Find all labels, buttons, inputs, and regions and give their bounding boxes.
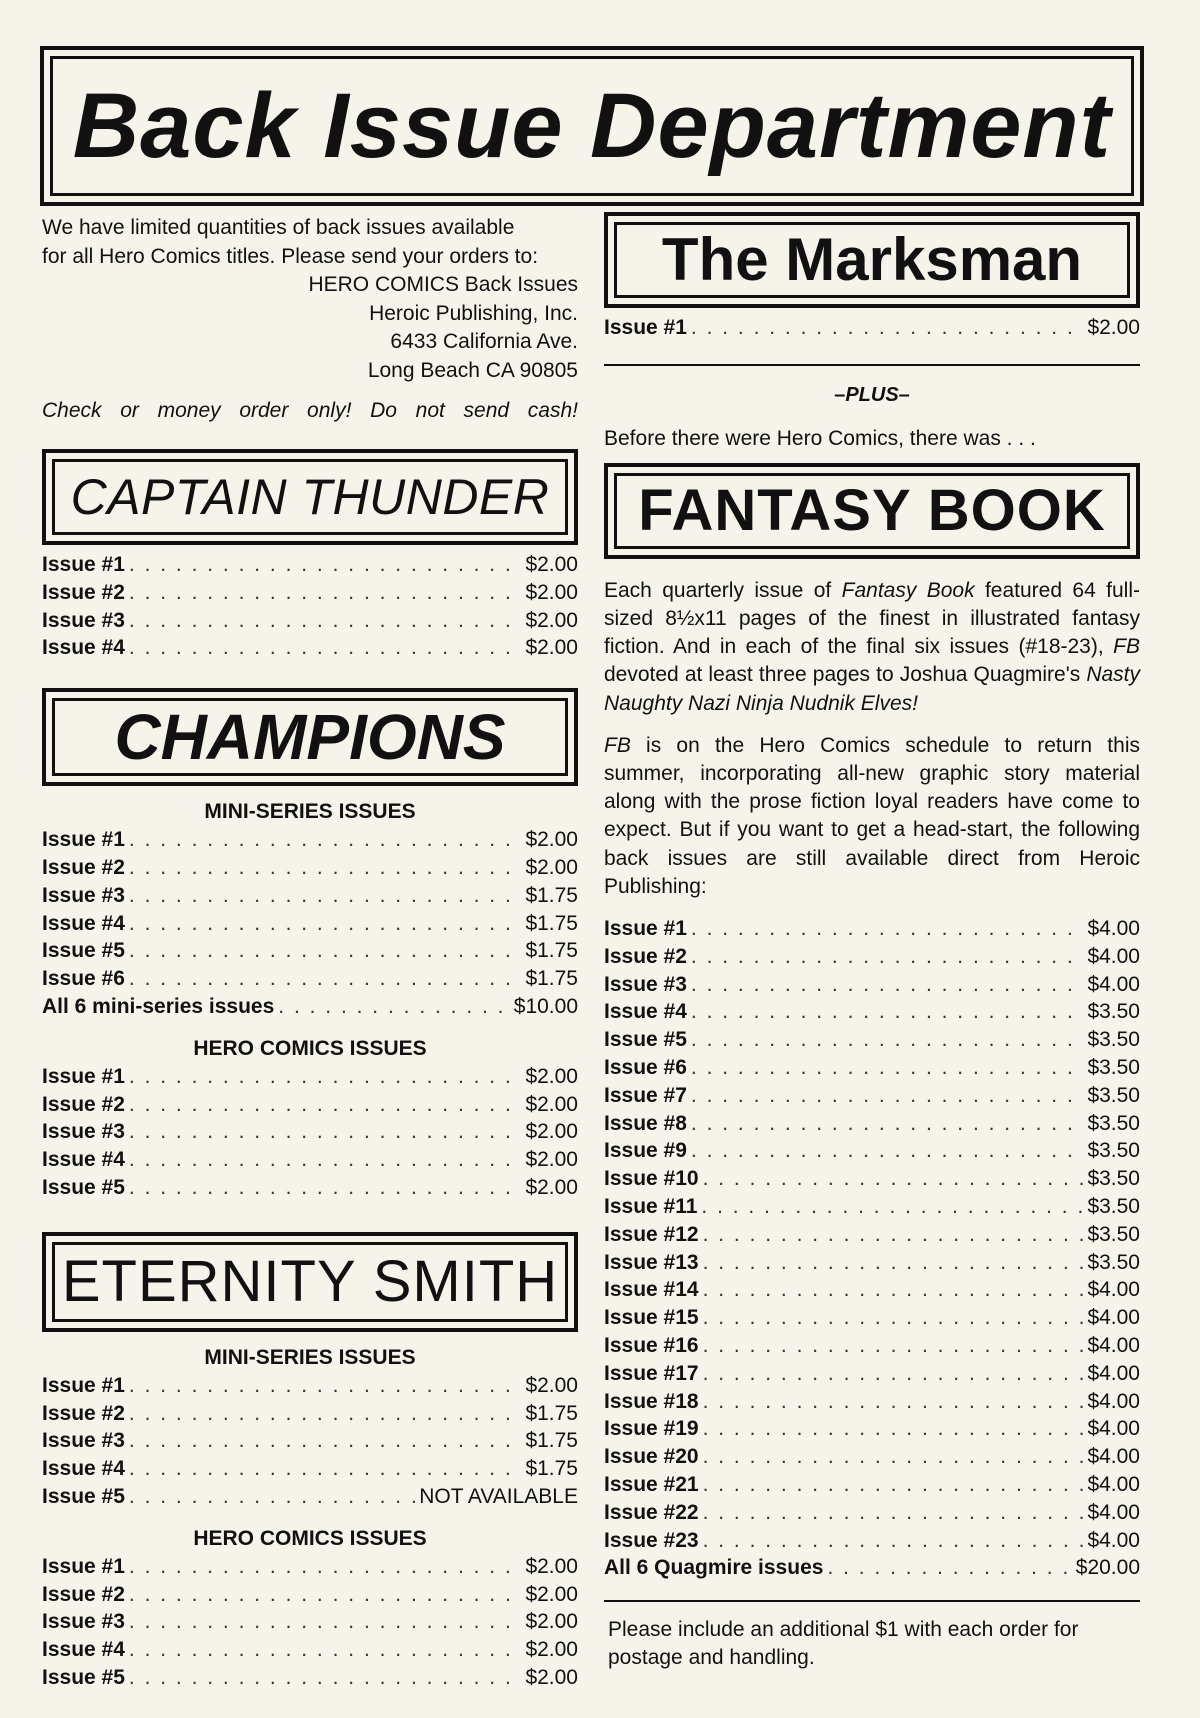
issue-row xyxy=(42,1666,578,1694)
issue-row xyxy=(42,1610,578,1638)
issue-label: Issue #17 xyxy=(604,1361,699,1385)
dot-leader xyxy=(703,1445,1084,1469)
issue-row xyxy=(604,1056,1140,1084)
dot-leader xyxy=(703,1223,1084,1247)
issue-price: $4.00 xyxy=(1087,944,1140,968)
issue-row xyxy=(42,1457,578,1485)
eternity-smith-title-box xyxy=(42,1232,578,1332)
issue-row xyxy=(42,1176,578,1204)
issue-row xyxy=(604,1473,1140,1501)
issue-label: Issue #3 xyxy=(42,883,125,907)
issue-row xyxy=(604,1139,1140,1167)
issue-price: $2.00 xyxy=(525,1582,578,1606)
issue-price: $3.50 xyxy=(1087,1195,1140,1218)
dot-leader xyxy=(129,1176,522,1200)
issue-row xyxy=(42,967,578,995)
issue-row xyxy=(42,581,578,609)
issue-price: $4.00 xyxy=(1087,1278,1140,1302)
issue-price: $1.75 xyxy=(525,1429,578,1453)
issue-price: $3.50 xyxy=(1087,1139,1140,1163)
captain-thunder-issue-list xyxy=(42,553,578,664)
marksman-title-box xyxy=(604,212,1140,308)
issue-row xyxy=(604,1278,1140,1306)
dot-leader xyxy=(703,1362,1084,1386)
issue-price: $4.00 xyxy=(1087,1472,1140,1496)
issue-row xyxy=(42,856,578,884)
issue-price: $1.75 xyxy=(525,1401,578,1425)
issue-label: Issue #2 xyxy=(604,944,687,968)
issue-label: Issue #10 xyxy=(604,1167,699,1191)
captain-thunder-title-box xyxy=(42,449,578,545)
issue-row xyxy=(42,1148,578,1176)
issue-row xyxy=(604,1362,1140,1390)
issue-label: Issue #1 xyxy=(42,1064,125,1088)
champions-hero-comics-list xyxy=(42,1065,578,1204)
dot-leader xyxy=(691,316,1084,340)
issue-label: Issue #4 xyxy=(42,1457,125,1481)
issue-row xyxy=(604,1390,1140,1418)
issue-row xyxy=(42,1555,578,1583)
issue-price: $4.00 xyxy=(1087,1417,1140,1441)
issue-label: Issue #15 xyxy=(604,1306,699,1330)
dot-leader xyxy=(129,967,522,991)
issue-label: Issue #1 xyxy=(42,553,125,576)
issue-price: $2.00 xyxy=(525,1554,578,1578)
eternity-smith-title: ETERNITY SMITH xyxy=(61,1248,559,1314)
dot-leader xyxy=(691,1000,1084,1024)
issue-price: $2.00 xyxy=(525,636,578,660)
issue-row xyxy=(42,828,578,856)
issue-label: All 6 Quagmire issues xyxy=(604,1556,824,1580)
issue-row xyxy=(42,939,578,967)
dot-leader xyxy=(129,1093,522,1117)
dot-leader xyxy=(701,1195,1083,1219)
issue-price: $3.50 xyxy=(1087,1111,1140,1135)
issue-price: $2.00 xyxy=(525,1638,578,1662)
issue-price: $2.00 xyxy=(525,1148,578,1172)
dot-leader xyxy=(691,1112,1084,1136)
issue-price: $2.00 xyxy=(525,580,578,604)
issue-row xyxy=(604,1251,1140,1279)
issue-price: $1.75 xyxy=(525,883,578,907)
dot-leader xyxy=(703,1473,1084,1497)
marksman-title: The Marksman xyxy=(661,226,1083,293)
dot-leader xyxy=(129,581,522,605)
dot-leader xyxy=(129,939,522,963)
issue-price: $3.50 xyxy=(1087,1028,1140,1052)
address-line: Heroic Publishing, Inc. xyxy=(369,301,578,325)
issue-price: $1.75 xyxy=(525,1457,578,1481)
champions-mini-series-heading: MINI-SERIES ISSUES xyxy=(204,800,416,824)
issue-row xyxy=(42,1093,578,1121)
dot-leader xyxy=(129,1429,522,1453)
issue-label: Issue #8 xyxy=(604,1111,687,1135)
issue-row xyxy=(42,1429,578,1457)
issue-label: Issue #4 xyxy=(604,1000,687,1024)
dot-leader xyxy=(129,1555,522,1579)
issue-row xyxy=(604,1223,1140,1251)
issue-label: Issue #4 xyxy=(42,636,125,660)
issue-row xyxy=(604,316,1140,344)
dot-leader xyxy=(129,1065,522,1089)
issue-row xyxy=(42,1065,578,1093)
payment-note: Check or money order only! Do not send cash! xyxy=(42,399,578,422)
issue-price: $1.75 xyxy=(525,939,578,963)
issue-row xyxy=(604,1556,1140,1584)
address-line: 6433 California Ave. xyxy=(390,330,578,353)
divider xyxy=(604,1600,1140,1602)
issue-label: Issue #18 xyxy=(604,1389,699,1413)
issue-price: $20.00 xyxy=(1075,1556,1140,1580)
divider xyxy=(604,364,1140,366)
champions-title: CHAMPIONS xyxy=(114,701,506,774)
issue-row xyxy=(604,1501,1140,1529)
issue-row xyxy=(604,917,1140,945)
issue-label: Issue #19 xyxy=(604,1417,699,1441)
dot-leader xyxy=(703,1529,1084,1553)
fantasy-book-title: FANTASY BOOK xyxy=(638,477,1106,543)
right-column xyxy=(604,212,1140,1672)
issue-price: $2.00 xyxy=(525,1092,578,1116)
page-title-box xyxy=(40,46,1144,206)
dot-leader xyxy=(129,1666,522,1690)
issue-price: $3.50 xyxy=(1087,1083,1140,1107)
issue-label: Issue #14 xyxy=(604,1278,699,1302)
page-title-frame xyxy=(50,56,1134,196)
dot-leader xyxy=(129,912,522,936)
issue-label: Issue #20 xyxy=(604,1445,699,1469)
issue-price: $4.00 xyxy=(1087,1361,1140,1385)
dot-leader xyxy=(129,1583,522,1607)
dot-leader xyxy=(691,1028,1084,1052)
issue-label: Issue #22 xyxy=(604,1500,699,1524)
dot-leader xyxy=(129,636,522,660)
issue-label: Issue #1 xyxy=(604,316,687,339)
issue-price: $1.75 xyxy=(525,911,578,935)
dot-leader xyxy=(129,553,522,577)
issue-row xyxy=(42,912,578,940)
dot-leader xyxy=(703,1278,1084,1302)
issue-label: All 6 mini-series issues xyxy=(42,994,275,1018)
issue-row xyxy=(604,1000,1140,1028)
issue-row xyxy=(42,1583,578,1611)
issue-label: Issue #1 xyxy=(42,1373,125,1397)
issue-row xyxy=(604,1529,1140,1557)
dot-leader xyxy=(129,609,522,633)
dot-leader xyxy=(129,828,522,852)
dot-leader xyxy=(703,1306,1084,1330)
fantasy-book-lead: Before there were Hero Comics, there was . . . xyxy=(604,426,1036,450)
dot-leader xyxy=(703,1417,1084,1441)
dot-leader xyxy=(129,1485,415,1509)
champions-hero-comics-heading: HERO COMICS ISSUES xyxy=(193,1036,427,1060)
issue-price: NOT AVAILABLE xyxy=(419,1484,578,1508)
issue-label: Issue #5 xyxy=(42,1665,125,1689)
issue-row xyxy=(42,1638,578,1666)
issue-price: $4.00 xyxy=(1087,972,1140,996)
marksman-issue-list xyxy=(604,316,1140,344)
issue-price: $2.00 xyxy=(525,608,578,632)
issue-label: Issue #3 xyxy=(42,1610,125,1634)
issue-row xyxy=(604,973,1140,1001)
issue-label: Issue #3 xyxy=(42,608,125,632)
issue-row xyxy=(604,1084,1140,1112)
issue-row xyxy=(604,1112,1140,1140)
issue-label: Issue #2 xyxy=(42,1401,125,1425)
issue-price: $1.75 xyxy=(525,967,578,991)
address-line: Long Beach CA 90805 xyxy=(367,358,578,382)
issue-label: Issue #3 xyxy=(42,1120,125,1144)
issue-label: Issue #1 xyxy=(604,917,687,941)
postage-note: Please include an additional $1 with each order for postage and handling. xyxy=(608,1618,1079,1670)
mailing-address xyxy=(42,271,578,385)
intro-line-2: for all Hero Comics titles. Please send your orders to: xyxy=(42,244,539,268)
issue-label: Issue #4 xyxy=(42,1638,125,1662)
issue-price: $4.00 xyxy=(1087,917,1140,941)
issue-row xyxy=(42,553,578,581)
issue-price: $4.00 xyxy=(1087,1500,1140,1524)
issue-row xyxy=(42,1374,578,1402)
dot-leader xyxy=(703,1390,1084,1414)
dot-leader xyxy=(129,1610,522,1634)
issue-row xyxy=(604,1167,1140,1195)
dot-leader xyxy=(129,1457,522,1481)
plus-label: –PLUS– xyxy=(834,383,910,406)
issue-label: Issue #12 xyxy=(604,1222,699,1246)
issue-price: $2.00 xyxy=(525,1064,578,1088)
issue-row xyxy=(42,609,578,637)
issue-price: $2.00 xyxy=(525,1373,578,1397)
eternity-smith-mini-series-list xyxy=(42,1374,578,1513)
issue-price: $3.50 xyxy=(1087,1222,1140,1246)
issue-label: Issue #5 xyxy=(42,1175,125,1199)
dot-leader xyxy=(691,973,1084,997)
issue-label: Issue #21 xyxy=(604,1472,699,1496)
dot-leader xyxy=(278,995,509,1019)
issue-row xyxy=(42,1485,578,1513)
issue-label: Issue #2 xyxy=(42,1092,125,1116)
dot-leader xyxy=(691,917,1084,941)
issue-price: $3.50 xyxy=(1087,1250,1140,1274)
issue-label: Issue #2 xyxy=(42,855,125,879)
issue-price: $3.50 xyxy=(1087,1056,1140,1080)
eternity-smith-hero-comics-list xyxy=(42,1555,578,1694)
issue-price: $2.00 xyxy=(525,828,578,852)
issue-row xyxy=(42,995,578,1023)
fantasy-book-paragraph-1: Each quarterly issue of Fantasy Book featured 64 full-sized 8½x11 pages of the finest in illustrated fantasy fiction. And in each of the final six issues (#18-23), FB devoted at least three pages to Joshua Quagmire's Nasty Naughty Nazi Ninja Nudnik Elves! xyxy=(604,578,1140,715)
issue-label: Issue #2 xyxy=(42,1582,125,1606)
issue-label: Issue #6 xyxy=(604,1056,687,1080)
issue-label: Issue #9 xyxy=(604,1139,687,1163)
issue-label: Issue #23 xyxy=(604,1528,699,1552)
issue-price: $2.00 xyxy=(525,1610,578,1634)
issue-row xyxy=(604,1028,1140,1056)
issue-row xyxy=(42,884,578,912)
issue-row xyxy=(604,1195,1140,1223)
dot-leader xyxy=(691,945,1084,969)
issue-price: $4.00 xyxy=(1087,1306,1140,1330)
dot-leader xyxy=(129,884,522,908)
fantasy-book-title-box xyxy=(604,463,1140,559)
issue-price: $4.00 xyxy=(1087,1528,1140,1552)
dot-leader xyxy=(691,1084,1084,1108)
issue-label: Issue #4 xyxy=(42,911,125,935)
captain-thunder-title: CAPTAIN THUNDER xyxy=(70,469,550,525)
champions-title-box xyxy=(42,688,578,786)
issue-label: Issue #5 xyxy=(42,1484,125,1508)
dot-leader xyxy=(129,1120,522,1144)
issue-price: $10.00 xyxy=(513,994,578,1018)
issue-row xyxy=(604,1334,1140,1362)
issue-price: $4.00 xyxy=(1087,1445,1140,1469)
issue-row xyxy=(604,1306,1140,1334)
issue-price: $2.00 xyxy=(525,553,578,576)
dot-leader xyxy=(703,1334,1084,1358)
issue-label: Issue #4 xyxy=(42,1148,125,1172)
issue-label: Issue #16 xyxy=(604,1333,699,1357)
page-title: Back Issue Department xyxy=(72,74,1112,177)
dot-leader xyxy=(129,1638,522,1662)
dot-leader xyxy=(691,1139,1084,1163)
issue-label: Issue #6 xyxy=(42,967,125,991)
eternity-smith-hero-comics-heading: HERO COMICS ISSUES xyxy=(193,1526,427,1550)
issue-price: $3.50 xyxy=(1087,1167,1140,1191)
dot-leader xyxy=(691,1056,1084,1080)
issue-label: Issue #3 xyxy=(604,972,687,996)
issue-label: Issue #1 xyxy=(42,1554,125,1578)
issue-label: Issue #11 xyxy=(604,1195,698,1218)
dot-leader xyxy=(129,1402,522,1426)
eternity-smith-mini-series-heading: MINI-SERIES ISSUES xyxy=(204,1345,416,1369)
issue-label: Issue #1 xyxy=(42,828,125,852)
issue-label: Issue #5 xyxy=(42,939,125,963)
dot-leader xyxy=(703,1167,1084,1191)
issue-label: Issue #7 xyxy=(604,1083,687,1107)
intro-line-1: We have limited quantities of back issues available xyxy=(42,216,515,239)
dot-leader xyxy=(129,1374,522,1398)
left-column xyxy=(42,214,578,1694)
issue-price: $2.00 xyxy=(1087,316,1140,339)
issue-price: $2.00 xyxy=(525,1175,578,1199)
address-line: HERO COMICS Back Issues xyxy=(308,273,578,296)
issue-label: Issue #13 xyxy=(604,1250,699,1274)
issue-row xyxy=(604,1445,1140,1473)
fantasy-book-paragraph-2: FB is on the Hero Comics schedule to return this summer, incorporating all-new graphic story material along with the prose fiction loyal readers have come to expect. But if you want to get a head-start, the following back issues are still available direct from Heroic Publishing: xyxy=(604,733,1140,898)
issue-price: $2.00 xyxy=(525,1120,578,1144)
issue-price: $2.00 xyxy=(525,855,578,879)
dot-leader xyxy=(703,1251,1084,1275)
issue-price: $2.00 xyxy=(525,1665,578,1689)
fantasy-book-issue-list xyxy=(604,917,1140,1584)
champions-mini-series-list xyxy=(42,828,578,1023)
issue-row xyxy=(604,945,1140,973)
issue-row xyxy=(42,1120,578,1148)
dot-leader xyxy=(827,1556,1071,1580)
issue-label: Issue #2 xyxy=(42,580,125,604)
dot-leader xyxy=(703,1501,1084,1525)
dot-leader xyxy=(129,1148,522,1172)
issue-label: Issue #3 xyxy=(42,1429,125,1453)
issue-price: $4.00 xyxy=(1087,1333,1140,1357)
issue-row xyxy=(42,636,578,664)
issue-row xyxy=(42,1402,578,1430)
dot-leader xyxy=(129,856,522,880)
issue-price: $4.00 xyxy=(1087,1389,1140,1413)
issue-label: Issue #5 xyxy=(604,1028,687,1052)
issue-row xyxy=(604,1417,1140,1445)
issue-price: $3.50 xyxy=(1087,1000,1140,1024)
